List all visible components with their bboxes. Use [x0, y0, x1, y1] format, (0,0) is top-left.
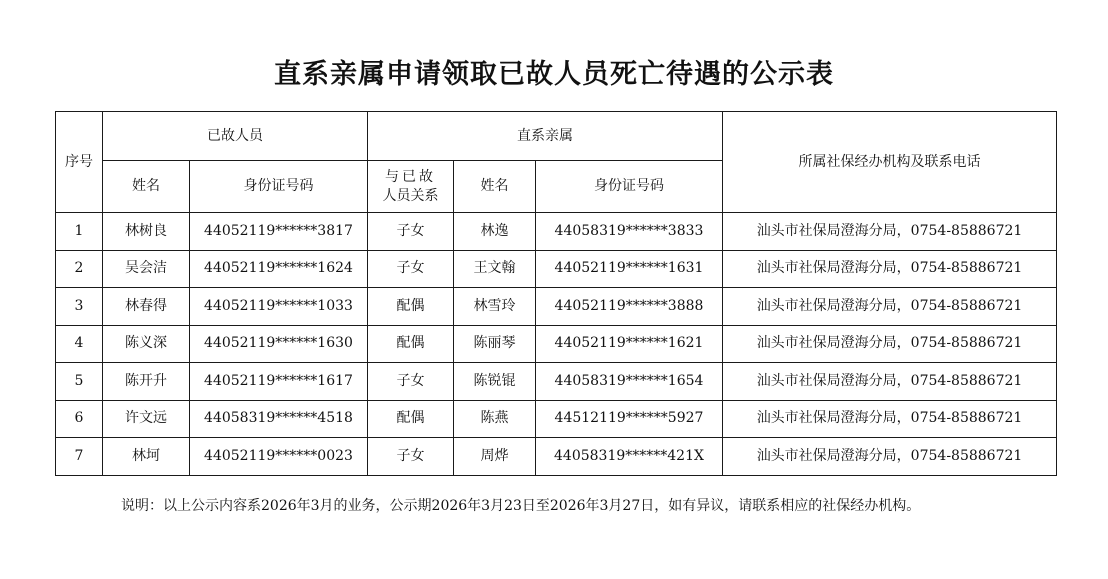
cell-name: 林春得 [103, 288, 190, 326]
cell-relation: 子女 [368, 213, 454, 251]
cell-agency: 汕头市社保局澄海分局，0754-85886721 [723, 325, 1057, 363]
table-row [56, 288, 1057, 326]
header-relation-line2: 人员关系 [382, 187, 439, 204]
header-relative-id-number: 身份证号码 [536, 161, 723, 213]
cell-relation: 配偶 [368, 288, 454, 326]
cell-seq: 4 [56, 325, 103, 363]
cell-name: 林坷 [103, 438, 190, 476]
header-seq: 序号 [56, 112, 103, 213]
header-id-number: 身份证号码 [190, 161, 368, 213]
cell-id: 44052119******1624 [190, 250, 368, 288]
cell-name: 许文远 [103, 400, 190, 438]
cell-name: 吴会洁 [103, 250, 190, 288]
cell-relative-name: 林逸 [454, 213, 536, 251]
cell-name: 陈义深 [103, 325, 190, 363]
cell-seq: 3 [56, 288, 103, 326]
cell-relation: 子女 [368, 363, 454, 401]
table-row [56, 400, 1057, 438]
cell-relative-id: 44052119******1631 [536, 250, 723, 288]
table-row [56, 213, 1057, 251]
cell-agency: 汕头市社保局澄海分局，0754-85886721 [723, 213, 1057, 251]
table-row [56, 250, 1057, 288]
cell-id: 44052119******1617 [190, 363, 368, 401]
cell-seq: 2 [56, 250, 103, 288]
cell-seq: 6 [56, 400, 103, 438]
header-row-1 [56, 112, 1057, 161]
table-row [56, 438, 1057, 476]
cell-agency: 汕头市社保局澄海分局，0754-85886721 [723, 250, 1057, 288]
cell-relative-id: 44058319******1654 [536, 363, 723, 401]
cell-agency: 汕头市社保局澄海分局，0754-85886721 [723, 438, 1057, 476]
cell-seq: 7 [56, 438, 103, 476]
cell-name: 林树良 [103, 213, 190, 251]
header-agency: 所属社保经办机构及联系电话 [723, 112, 1057, 213]
cell-relative-id: 44512119******5927 [536, 400, 723, 438]
header-relative-name: 姓名 [454, 161, 536, 213]
cell-id: 44052119******3817 [190, 213, 368, 251]
cell-relative-name: 王文翰 [454, 250, 536, 288]
cell-agency: 汕头市社保局澄海分局，0754-85886721 [723, 363, 1057, 401]
cell-id: 44058319******4518 [190, 400, 368, 438]
cell-relative-name: 周烨 [454, 438, 536, 476]
cell-relative-id: 44052119******1621 [536, 325, 723, 363]
cell-id: 44052119******1033 [190, 288, 368, 326]
table-row [56, 363, 1057, 401]
cell-seq: 5 [56, 363, 103, 401]
cell-relative-name: 陈丽琴 [454, 325, 536, 363]
cell-relation: 子女 [368, 250, 454, 288]
header-name: 姓名 [103, 161, 190, 213]
header-relation-line1: 与已故 [385, 168, 436, 185]
cell-agency: 汕头市社保局澄海分局，0754-85886721 [723, 400, 1057, 438]
cell-id: 44052119******1630 [190, 325, 368, 363]
cell-relation: 配偶 [368, 325, 454, 363]
header-relative-group: 直系亲属 [368, 112, 723, 161]
cell-relative-name: 陈燕 [454, 400, 536, 438]
publicity-table [55, 111, 1057, 476]
page-title: 直系亲属申请领取已故人员死亡待遇的公示表 [274, 59, 834, 90]
cell-id: 44052119******0023 [190, 438, 368, 476]
cell-relative-name: 陈锐锟 [454, 363, 536, 401]
table-row [56, 325, 1057, 363]
cell-relative-id: 44058319******3833 [536, 213, 723, 251]
cell-relative-id: 44058319******421X [536, 438, 723, 476]
cell-seq: 1 [56, 213, 103, 251]
cell-agency: 汕头市社保局澄海分局，0754-85886721 [723, 288, 1057, 326]
cell-relation: 配偶 [368, 400, 454, 438]
cell-relative-id: 44052119******3888 [536, 288, 723, 326]
header-relation [368, 161, 454, 213]
footnote: 说明：以上公示内容系2026年3月的业务，公示期2026年3月23日至2026年3月27日，如有异议，请联系相应的社保经办机构。 [121, 498, 921, 514]
header-deceased-group: 已故人员 [103, 112, 368, 161]
cell-relation: 子女 [368, 438, 454, 476]
cell-relative-name: 林雪玲 [454, 288, 536, 326]
cell-name: 陈开升 [103, 363, 190, 401]
